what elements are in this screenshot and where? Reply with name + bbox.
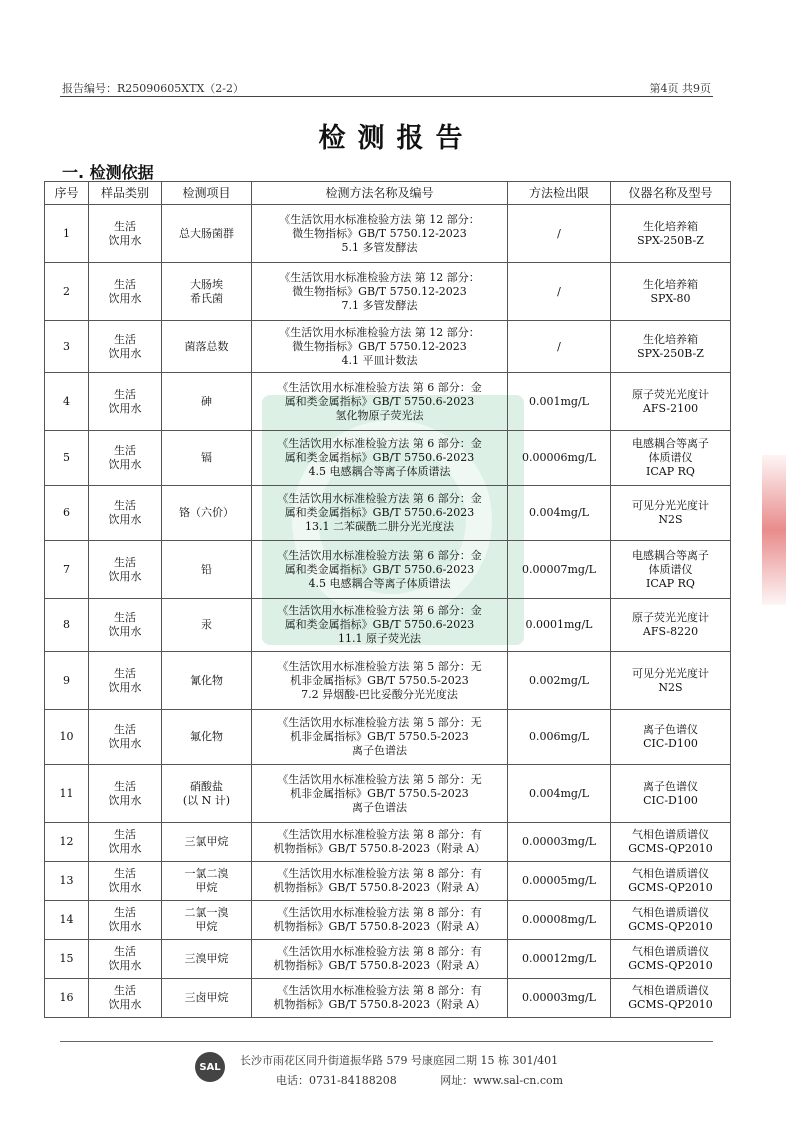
- cell-category-line: 饮用水: [108, 737, 142, 750]
- cell-category: [89, 486, 162, 541]
- cell-item: [162, 823, 252, 862]
- cell-no: 14: [45, 901, 89, 940]
- table-row: [45, 373, 731, 431]
- cell-category-line: 饮用水: [108, 513, 142, 526]
- section-title: 一. 检测依据: [62, 163, 154, 182]
- cell-instrument-line: N2S: [658, 513, 683, 526]
- cell-instrument-line: GCMS-QP2010: [628, 998, 713, 1011]
- cell-method-line: 机物指标》GB/T 5750.8-2023（附录 A）: [273, 959, 486, 972]
- footer-divider: [60, 1041, 713, 1042]
- cell-method-line: 《生活饮用水标准检验方法 第 12 部分：: [279, 270, 480, 284]
- cell-method: [252, 205, 508, 263]
- cell-item-line: 镉: [201, 451, 212, 464]
- cell-item-line: 甲烷: [195, 881, 218, 894]
- cell-method: [252, 431, 508, 486]
- cell-method-line: 机非金属指标》GB/T 5750.5-2023: [290, 673, 469, 687]
- cell-method: [252, 940, 508, 979]
- cell-instrument-line: SPX-250B-Z: [637, 346, 704, 360]
- cell-method-line: 《生活饮用水标准检验方法 第 6 部分：金: [277, 604, 482, 617]
- cell-instrument-line: ICAP RQ: [646, 576, 695, 590]
- cell-no: 8: [45, 599, 89, 652]
- cell-method-line: 4.5 电感耦合等离子体质谱法: [308, 465, 451, 478]
- cell-method-line: 《生活饮用水标准检验方法 第 12 部分：: [279, 325, 480, 339]
- table-row: [45, 652, 731, 710]
- cell-method: [252, 765, 508, 823]
- cell-category-line: 饮用水: [108, 842, 142, 855]
- cell-category-line: 生活: [114, 555, 136, 569]
- cell-no: 4: [45, 373, 89, 431]
- cell-instrument-line: 气相色谱质谱仪: [632, 867, 709, 880]
- cell-method: [252, 862, 508, 901]
- cell-item-line: 硝酸盐: [190, 779, 223, 793]
- cell-method: [252, 652, 508, 710]
- cell-item: [162, 901, 252, 940]
- header-item: 检测项目: [162, 182, 252, 205]
- cell-category: [89, 901, 162, 940]
- cell-limit: 0.001mg/L: [508, 373, 611, 431]
- cell-category-line: 生活: [114, 611, 136, 624]
- cell-method-line: 4.5 电感耦合等离子体质谱法: [308, 576, 451, 590]
- header-category: 样品类别: [89, 182, 162, 205]
- cell-category-line: 饮用水: [108, 920, 142, 933]
- cell-category: [89, 431, 162, 486]
- cell-item-line: 氟化物: [190, 730, 223, 743]
- cell-method: [252, 486, 508, 541]
- cell-category-line: 生活: [114, 867, 136, 880]
- cell-category-line: 生活: [114, 666, 136, 680]
- cell-instrument-line: AFS-2100: [642, 401, 699, 415]
- cell-category: [89, 979, 162, 1018]
- cell-category-line: 饮用水: [108, 625, 142, 638]
- cell-instrument: [611, 979, 731, 1018]
- table-row: [45, 710, 731, 765]
- cell-method: [252, 901, 508, 940]
- table-row: [45, 541, 731, 599]
- cell-instrument: [611, 373, 731, 431]
- cell-instrument-line: 离子色谱仪: [643, 779, 698, 793]
- cell-instrument-line: 电感耦合等离子: [632, 437, 709, 450]
- cell-method-line: 属和类金属指标》GB/T 5750.6-2023: [284, 394, 475, 408]
- cell-instrument-line: SPX-250B-Z: [637, 233, 704, 247]
- cell-no: 16: [45, 979, 89, 1018]
- cell-item-line: 三溴甲烷: [184, 952, 229, 965]
- cell-item-line: 汞: [201, 618, 212, 631]
- cell-method-line: 《生活饮用水标准检验方法 第 6 部分：金: [277, 548, 482, 562]
- table-row: [45, 599, 731, 652]
- cell-instrument-line: GCMS-QP2010: [628, 881, 713, 894]
- cell-category: [89, 373, 162, 431]
- cell-category: [89, 765, 162, 823]
- cell-no: 9: [45, 652, 89, 710]
- cell-method-line: 《生活饮用水标准检验方法 第 8 部分：有: [277, 984, 482, 997]
- cell-method-line: 《生活饮用水标准检验方法 第 6 部分：金: [277, 492, 482, 505]
- cell-instrument: [611, 940, 731, 979]
- table-row: [45, 321, 731, 373]
- cell-category-line: 生活: [114, 219, 136, 233]
- cell-item-line: 三卤甲烷: [184, 991, 229, 1004]
- cell-instrument: [611, 901, 731, 940]
- cell-category-line: 饮用水: [108, 881, 142, 894]
- footer-contact: [276, 1072, 563, 1088]
- cell-instrument-line: GCMS-QP2010: [628, 959, 713, 972]
- cell-no: 13: [45, 862, 89, 901]
- cell-item-line: 一氯二溴: [184, 867, 229, 880]
- cell-method: [252, 823, 508, 862]
- cell-category: [89, 652, 162, 710]
- cell-item: [162, 599, 252, 652]
- cell-method: [252, 710, 508, 765]
- cell-limit: 0.00006mg/L: [508, 431, 611, 486]
- table-row: [45, 765, 731, 823]
- cell-instrument-line: GCMS-QP2010: [628, 920, 713, 933]
- cell-method-line: 《生活饮用水标准检验方法 第 5 部分：无: [277, 659, 482, 673]
- table-row: [45, 862, 731, 901]
- table-row: [45, 940, 731, 979]
- cell-method-line: 5.1 多管发酵法: [341, 240, 418, 254]
- cell-instrument: [611, 486, 731, 541]
- cell-category-line: 生活: [114, 906, 136, 919]
- cell-item: [162, 862, 252, 901]
- header-no: 序号: [45, 182, 89, 205]
- cell-method-line: 《生活饮用水标准检验方法 第 12 部分：: [279, 212, 480, 226]
- cell-item-line: 二氯一溴: [184, 906, 229, 919]
- cell-category-line: 饮用水: [108, 233, 142, 247]
- cell-method: [252, 321, 508, 373]
- cell-item: [162, 652, 252, 710]
- cell-item: [162, 940, 252, 979]
- cell-method-line: 《生活饮用水标准检验方法 第 8 部分：有: [277, 828, 482, 841]
- cell-limit: 0.00003mg/L: [508, 823, 611, 862]
- cell-method: [252, 599, 508, 652]
- cell-instrument: [611, 321, 731, 373]
- cell-limit: 0.0001mg/L: [508, 599, 611, 652]
- cell-category-line: 生活: [114, 984, 136, 997]
- cell-limit: 0.004mg/L: [508, 765, 611, 823]
- footer-address: 长沙市雨花区同升街道振华路 579 号康庭园二期 15 栋 301/401: [240, 1054, 559, 1067]
- cell-method-line: 微生物指标》GB/T 5750.12-2023: [292, 284, 467, 298]
- cell-category-line: 生活: [114, 277, 136, 291]
- cell-item-line: 菌落总数: [184, 339, 229, 353]
- cell-item-line: 砷: [201, 394, 212, 408]
- cell-instrument-line: 生化培养箱: [643, 277, 698, 291]
- seam-stamp: [762, 455, 786, 605]
- cell-category: [89, 599, 162, 652]
- header-method: 检测方法名称及编号: [252, 182, 508, 205]
- cell-no: 5: [45, 431, 89, 486]
- cell-method-line: 微生物指标》GB/T 5750.12-2023: [292, 339, 467, 353]
- cell-method-line: 《生活饮用水标准检验方法 第 8 部分：有: [277, 906, 482, 919]
- cell-category: [89, 710, 162, 765]
- cell-instrument-line: 离子色谱仪: [643, 723, 698, 736]
- cell-category-line: 饮用水: [108, 346, 142, 360]
- cell-method-line: 微生物指标》GB/T 5750.12-2023: [292, 226, 467, 240]
- cell-limit: 0.006mg/L: [508, 710, 611, 765]
- cell-no: 1: [45, 205, 89, 263]
- cell-method-line: 属和类金属指标》GB/T 5750.6-2023: [284, 451, 475, 464]
- cell-limit: /: [508, 321, 611, 373]
- table-row: [45, 901, 731, 940]
- cell-method-line: 机非金属指标》GB/T 5750.5-2023: [290, 786, 469, 800]
- cell-category-line: 生活: [114, 332, 136, 346]
- cell-instrument: [611, 823, 731, 862]
- cell-limit: 0.00012mg/L: [508, 940, 611, 979]
- cell-category-line: 饮用水: [108, 680, 142, 694]
- cell-instrument: [611, 862, 731, 901]
- cell-method-line: 《生活饮用水标准检验方法 第 5 部分：无: [277, 772, 482, 786]
- cell-method-line: 属和类金属指标》GB/T 5750.6-2023: [284, 506, 475, 519]
- cell-method-line: 机物指标》GB/T 5750.8-2023（附录 A）: [273, 881, 486, 894]
- page-info: 第4页 共9页: [649, 82, 711, 95]
- cell-category-line: 饮用水: [108, 793, 142, 807]
- cell-limit: 0.00008mg/L: [508, 901, 611, 940]
- cell-instrument-line: 体质谱仪: [648, 451, 693, 464]
- cell-category-line: 生活: [114, 828, 136, 841]
- cell-method: [252, 373, 508, 431]
- cell-method: [252, 263, 508, 321]
- header-divider: [60, 96, 713, 97]
- cell-item: [162, 321, 252, 373]
- cell-method-line: 离子色谱法: [352, 744, 407, 757]
- cell-category-line: 生活: [114, 444, 136, 457]
- cell-instrument-line: 体质谱仪: [648, 562, 693, 576]
- cell-item-line: 大肠埃: [190, 277, 223, 291]
- cell-no: 10: [45, 710, 89, 765]
- company-logo: SAL: [195, 1052, 225, 1082]
- cell-instrument-line: N2S: [658, 680, 683, 694]
- cell-limit: /: [508, 205, 611, 263]
- cell-item: [162, 979, 252, 1018]
- cell-instrument-line: 原子荧光光度计: [632, 611, 709, 624]
- cell-method-line: 《生活饮用水标准检验方法 第 8 部分：有: [277, 945, 482, 958]
- cell-item-line: (以 N 计): [182, 793, 231, 807]
- cell-instrument-line: SPX-80: [650, 291, 691, 305]
- cell-method-line: 离子色谱法: [352, 800, 407, 814]
- cell-no: 2: [45, 263, 89, 321]
- cell-method-line: 属和类金属指标》GB/T 5750.6-2023: [284, 618, 475, 631]
- footer-website: 网址：www.sal-cn.com: [440, 1074, 564, 1087]
- cell-instrument-line: ICAP RQ: [646, 465, 695, 478]
- cell-instrument: [611, 431, 731, 486]
- cell-limit: 0.00007mg/L: [508, 541, 611, 599]
- cell-method-line: 机物指标》GB/T 5750.8-2023（附录 A）: [273, 842, 486, 855]
- cell-category-line: 饮用水: [108, 569, 142, 583]
- cell-method-line: 13.1 二苯碳酰二肼分光光度法: [305, 520, 454, 533]
- cell-instrument-line: CIC-D100: [643, 737, 698, 750]
- cell-instrument-line: GCMS-QP2010: [628, 842, 713, 855]
- cell-instrument-line: 气相色谱质谱仪: [632, 945, 709, 958]
- cell-method: [252, 979, 508, 1018]
- cell-item: [162, 541, 252, 599]
- cell-item: [162, 263, 252, 321]
- cell-method-line: 《生活饮用水标准检验方法 第 8 部分：有: [277, 867, 482, 880]
- cell-instrument-line: 可见分光光度计: [632, 499, 709, 512]
- cell-no: 6: [45, 486, 89, 541]
- cell-instrument-line: 电感耦合等离子: [632, 548, 709, 562]
- cell-category: [89, 823, 162, 862]
- cell-method-line: 机非金属指标》GB/T 5750.5-2023: [290, 730, 469, 743]
- table-row: [45, 431, 731, 486]
- cell-category-line: 生活: [114, 779, 136, 793]
- cell-no: 3: [45, 321, 89, 373]
- cell-item-line: 希氏菌: [190, 291, 223, 305]
- cell-item: [162, 205, 252, 263]
- cell-limit: 0.004mg/L: [508, 486, 611, 541]
- cell-item: [162, 710, 252, 765]
- cell-category-line: 饮用水: [108, 959, 142, 972]
- cell-method-line: 7.1 多管发酵法: [341, 298, 418, 312]
- cell-item-line: 铅: [201, 562, 212, 576]
- cell-method: [252, 541, 508, 599]
- report-number: 报告编号：R25090605XTX（2-2）: [62, 82, 244, 95]
- cell-category: [89, 862, 162, 901]
- cell-method-line: 《生活饮用水标准检验方法 第 6 部分：金: [277, 437, 482, 450]
- cell-instrument: [611, 652, 731, 710]
- cell-category: [89, 541, 162, 599]
- cell-category-line: 生活: [114, 723, 136, 736]
- cell-item: [162, 373, 252, 431]
- cell-no: 11: [45, 765, 89, 823]
- cell-category-line: 生活: [114, 499, 136, 512]
- table-row: [45, 823, 731, 862]
- cell-method-line: 4.1 平皿计数法: [341, 353, 418, 367]
- cell-instrument: [611, 263, 731, 321]
- cell-no: 15: [45, 940, 89, 979]
- table-row: [45, 205, 731, 263]
- cell-instrument: [611, 710, 731, 765]
- cell-instrument-line: 气相色谱质谱仪: [632, 984, 709, 997]
- cell-category: [89, 321, 162, 373]
- header-limit: 方法检出限: [508, 182, 611, 205]
- cell-method-line: 7.2 异烟酸-巴比妥酸分光光度法: [301, 687, 458, 701]
- cell-category-line: 生活: [114, 945, 136, 958]
- cell-category-line: 饮用水: [108, 998, 142, 1011]
- cell-item-line: 三氯甲烷: [184, 835, 229, 848]
- cell-category: [89, 263, 162, 321]
- cell-item: [162, 486, 252, 541]
- footer-phone: 电话：0731-84188208: [276, 1074, 397, 1087]
- table-header-row: [45, 182, 731, 205]
- cell-limit: 0.00005mg/L: [508, 862, 611, 901]
- header-instrument: 仪器名称及型号: [611, 182, 731, 205]
- cell-instrument: [611, 765, 731, 823]
- cell-method-line: 机物指标》GB/T 5750.8-2023（附录 A）: [273, 920, 486, 933]
- cell-instrument-line: 生化培养箱: [643, 219, 698, 233]
- cell-category-line: 饮用水: [108, 291, 142, 305]
- cell-item-line: 甲烷: [195, 920, 218, 933]
- cell-instrument: [611, 541, 731, 599]
- cell-category-line: 饮用水: [108, 458, 142, 471]
- cell-instrument-line: 气相色谱质谱仪: [632, 828, 709, 841]
- cell-instrument-line: 原子荧光光度计: [632, 387, 709, 401]
- cell-item: [162, 431, 252, 486]
- cell-no: 7: [45, 541, 89, 599]
- cell-instrument-line: CIC-D100: [643, 793, 698, 807]
- table-row: [45, 979, 731, 1018]
- cell-limit: /: [508, 263, 611, 321]
- cell-instrument-line: 气相色谱质谱仪: [632, 906, 709, 919]
- cell-method-line: 《生活饮用水标准检验方法 第 6 部分：金: [277, 380, 482, 394]
- cell-method-line: 属和类金属指标》GB/T 5750.6-2023: [284, 562, 475, 576]
- cell-item: [162, 765, 252, 823]
- cell-instrument: [611, 599, 731, 652]
- cell-method-line: 氢化物原子荧光法: [335, 408, 424, 422]
- cell-item-line: 总大肠菌群: [179, 226, 234, 240]
- cell-category-line: 生活: [114, 387, 136, 401]
- cell-category: [89, 205, 162, 263]
- page-title: 检测报告: [318, 123, 475, 154]
- cell-instrument-line: 可见分光光度计: [632, 666, 709, 680]
- cell-category: [89, 940, 162, 979]
- cell-limit: 0.00003mg/L: [508, 979, 611, 1018]
- cell-item-line: 铬（六价）: [179, 506, 234, 519]
- table-row: [45, 263, 731, 321]
- cell-method-line: 11.1 原子荧光法: [338, 632, 421, 645]
- table-row: [45, 486, 731, 541]
- cell-item-line: 氰化物: [190, 673, 223, 687]
- cell-limit: 0.002mg/L: [508, 652, 611, 710]
- cell-instrument-line: AFS-8220: [642, 625, 699, 638]
- cell-instrument: [611, 205, 731, 263]
- cell-method-line: 《生活饮用水标准检验方法 第 5 部分：无: [277, 716, 482, 729]
- cell-method-line: 机物指标》GB/T 5750.8-2023（附录 A）: [273, 998, 486, 1011]
- cell-category-line: 饮用水: [108, 401, 142, 415]
- cell-instrument-line: 生化培养箱: [643, 332, 698, 346]
- cell-no: 12: [45, 823, 89, 862]
- test-basis-table: [44, 181, 731, 1018]
